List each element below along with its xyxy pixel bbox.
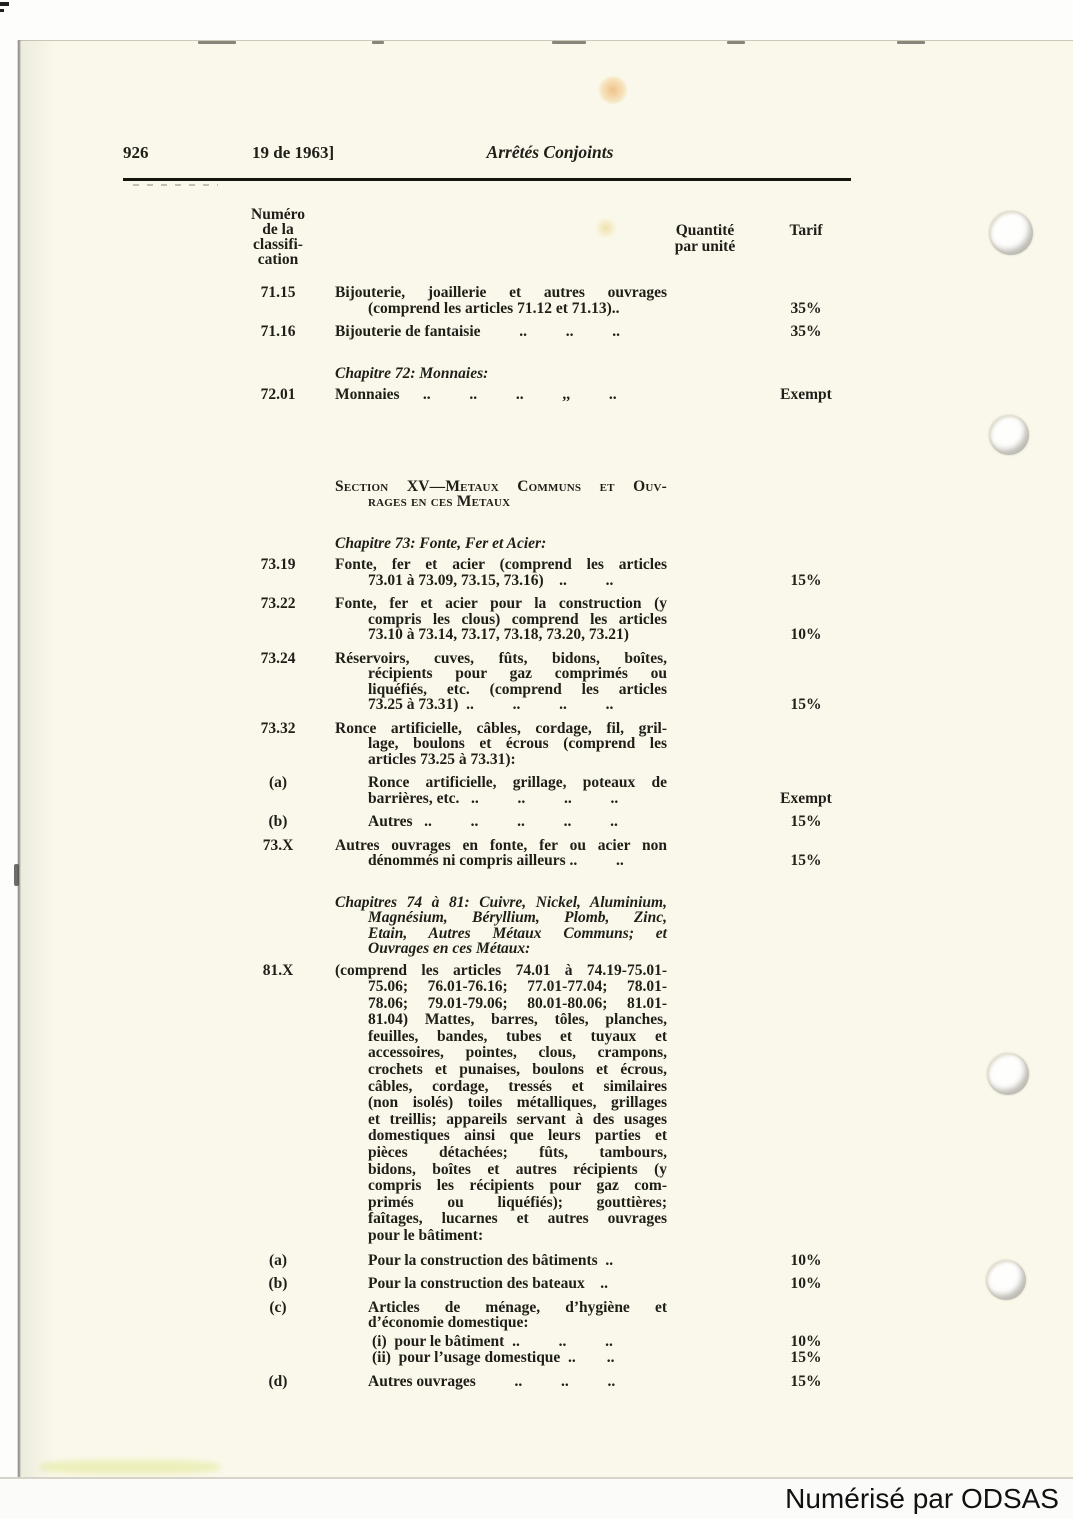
classification-number: 81.X: [262, 961, 294, 979]
classification-number: 73.32: [260, 719, 296, 737]
description-line: câbles, cordage, tressés et similaires: [368, 1077, 667, 1095]
description-line: Bijouterie de fantaisie .. .. ..: [335, 323, 621, 340]
scan-artifact: [0, 2, 9, 6]
description-line: barrières, etc. .. .. .. ..: [368, 789, 619, 807]
paper-stain: [40, 1460, 220, 1474]
description: [335, 895, 667, 957]
tariff-header: Tarif: [789, 222, 823, 239]
quantity-header: [630, 223, 780, 254]
tariff-value: 35%: [790, 323, 822, 340]
table-row: [238, 1374, 851, 1390]
description: [335, 324, 667, 340]
tariff-value: Exempt: [780, 789, 832, 807]
classification-header-line: classifi-: [253, 236, 303, 253]
description-line: faîtages, lucarnes et autres ouvrages: [368, 1210, 667, 1228]
description: [335, 814, 667, 830]
description: [335, 285, 667, 316]
tariff-value: 15%: [790, 813, 822, 830]
description: [335, 1300, 667, 1331]
description-line: 73.10 à 73.14, 73.17, 73.18, 73.20, 73.21): [368, 626, 629, 643]
description-line: 75.06; 76.01-76.16; 77.01-77.04; 78.01-: [368, 978, 667, 996]
table-row: [238, 387, 851, 403]
description: [335, 721, 667, 768]
description: [335, 1374, 667, 1390]
page-edge-soft-shadow: [21, 40, 55, 1477]
scan-artifact: [0, 9, 4, 12]
description-line: Ouvrages en ces Métaux:: [368, 940, 531, 957]
description-line: pièces détachées; fûts, tambours,: [368, 1144, 667, 1162]
page-number: 926: [123, 143, 149, 162]
description: [335, 775, 667, 806]
description-line: domestiques ainsi que leurs parties et: [368, 1127, 667, 1145]
description-line: (comprend les articles 74.01 à 74.19-75.01-: [335, 961, 667, 979]
description-line: articles 73.25 à 73.31):: [368, 750, 516, 768]
table-row: [238, 775, 851, 806]
tariff-value: 10%: [790, 626, 822, 643]
description-line: bidons, boîtes et autres récipients (y: [368, 1160, 667, 1178]
classification-number: 73.X: [262, 836, 294, 854]
description-line: compris les clous) comprend les articles: [368, 610, 667, 628]
table-row: [238, 1253, 851, 1269]
description-line: lage, boulons et écrous (comprend les: [368, 735, 667, 752]
description-line: Fonte, fer et acier (comprend les articles: [335, 556, 667, 573]
tariff-value: 15%: [790, 696, 822, 713]
table-row: [238, 366, 851, 382]
description-line: 78.06; 79.01-79.06; 80.01-80.06; 81.01-: [368, 994, 667, 1012]
scan-artifact: [897, 41, 925, 44]
classification-number: 71.16: [260, 323, 296, 340]
scan-artifact: [14, 864, 19, 886]
table-row: [238, 838, 851, 869]
table-row: [238, 895, 851, 957]
description-line: Réservoirs, cuves, fûts, bidons, boîtes,: [335, 649, 667, 667]
scan-artifact: [727, 41, 745, 44]
description-line: Articles de ménage, d’hygiène et: [368, 1298, 667, 1316]
description-line: crochets et punaises, boulons et écrous,: [368, 1061, 667, 1079]
punch-hole: [986, 1260, 1026, 1300]
description-line: rages en ces Metaux: [368, 493, 511, 510]
tariff-value: 10%: [790, 1275, 822, 1293]
classification-number: 72.01: [260, 386, 296, 403]
description-line: (ii) pour l’usage domestique .. ..: [372, 1349, 615, 1367]
description-line: et treillis; appareils servant à des usages: [368, 1110, 667, 1128]
table-row: [238, 1334, 851, 1350]
description-line: Autres .. .. .. .. ..: [368, 813, 618, 830]
table-row: [238, 285, 851, 316]
classification-number: (a): [268, 1251, 288, 1269]
description-line: Monnaies .. .. .. ,, ..: [335, 386, 617, 403]
description-line: (i) pour le bâtiment .. .. ..: [372, 1332, 613, 1350]
table-row: [238, 1350, 851, 1366]
scan-credit: Numérisé par ODSAS: [785, 1483, 1059, 1514]
scan-footer-strip: [0, 1477, 1073, 1519]
description: [335, 596, 667, 643]
document-page: [20, 40, 1073, 1477]
description-line: Fonte, fer et acier pour la construction (y: [335, 595, 667, 612]
tariff-value: 10%: [790, 1332, 822, 1350]
punch-hole: [989, 415, 1029, 455]
table-row: [238, 1276, 851, 1292]
classification-header-line: Numéro: [251, 206, 305, 223]
description-line: Chapitre 73: Fonte, Fer et Acier:: [335, 534, 547, 552]
table-row: [238, 557, 851, 588]
tariff-value: 15%: [790, 852, 822, 869]
description-line: dénommés ni compris ailleurs .. ..: [368, 852, 624, 869]
description: [335, 557, 667, 588]
description-line: Autres ouvrages .. .. ..: [368, 1372, 616, 1390]
description: [335, 1276, 667, 1292]
description-line: Chapitre 72: Monnaies:: [335, 364, 489, 382]
classification-number: 73.22: [260, 595, 296, 612]
rule-artifact: [133, 184, 218, 186]
page-title: Arrêtés Conjoints: [486, 142, 614, 162]
table-row: [238, 596, 851, 643]
description: [335, 1350, 667, 1366]
punch-hole: [987, 1053, 1029, 1095]
document-reference: 19 de 1963]: [252, 143, 335, 162]
tariff-value: 15%: [790, 1349, 822, 1367]
table-row: [238, 651, 851, 713]
table-row: [238, 324, 851, 340]
description: [335, 963, 667, 1245]
table-row: [238, 479, 851, 510]
description-line: Pour la construction des bateaux ..: [368, 1275, 608, 1293]
scan-artifact: [552, 41, 586, 44]
description-line: Ronce artificielle, câbles, cordage, fil, gril-: [335, 719, 667, 737]
description-line: Section XV—Metaux Communs et Ouv-: [335, 477, 667, 495]
description-line: 73.25 à 73.31) .. .. .. ..: [368, 696, 614, 713]
punch-hole: [989, 211, 1033, 255]
tariff-value: 15%: [790, 571, 822, 589]
description-line: (non isolés) toiles métalliques, grillages: [368, 1094, 667, 1112]
description: [335, 651, 667, 713]
classification-number: 73.19: [260, 556, 296, 573]
tariff-value: 10%: [790, 1251, 822, 1269]
classification-number: (d): [268, 1372, 288, 1390]
description-line: Etain, Autres Métaux Communs; et: [368, 924, 667, 942]
paper-stain: [598, 76, 628, 104]
classification-number: (c): [269, 1298, 287, 1316]
tariff-value: 35%: [790, 299, 822, 317]
classification-number: (b): [268, 1275, 288, 1293]
classification-number: 71.15: [260, 284, 296, 301]
table-row: [238, 1300, 851, 1331]
description: [335, 1253, 667, 1269]
description: [335, 838, 667, 869]
description: [335, 479, 667, 510]
description-line: pour le bâtiment:: [368, 1227, 484, 1244]
table-rows: [238, 285, 851, 1389]
description: [335, 366, 667, 382]
description-line: Bijouterie, joaillerie et autres ouvrages: [335, 284, 667, 301]
description-line: Ronce artificielle, grillage, poteaux de: [368, 774, 667, 791]
description: [335, 536, 667, 552]
paper-stain: [594, 218, 618, 238]
scan-artifact: [372, 41, 384, 44]
table-header: [238, 207, 851, 271]
header-rule: [123, 178, 851, 181]
description: [335, 387, 667, 403]
description-line: (comprend les articles 71.12 et 71.13)..: [368, 299, 620, 317]
classification-header-line: cation: [257, 251, 299, 268]
classification-number: (a): [268, 774, 288, 791]
description-line: d’économie domestique:: [368, 1314, 529, 1332]
description-line: liquéfiés, etc. (comprend les articles: [368, 680, 667, 698]
description-line: primés ou liquéfiés); gouttières;: [368, 1193, 667, 1211]
quantity-header-line: par unité: [674, 237, 736, 255]
classification-header-line: de la: [262, 221, 294, 238]
description-line: compris les récipients pour gaz com-: [368, 1177, 667, 1195]
tariff-value: Exempt: [780, 386, 832, 403]
quantity-header-line: Quantité: [675, 222, 735, 239]
description-line: Chapitres 74 à 81: Cuivre, Nickel, Aluminium,: [335, 893, 667, 911]
description-line: récipients pour gaz comprimés ou: [368, 665, 667, 682]
description-line: Autres ouvrages en fonte, fer ou acier non: [335, 836, 667, 854]
description-line: accessoires, pointes, clous, crampons,: [368, 1044, 667, 1062]
table-row: [238, 536, 851, 552]
table-row: [238, 963, 851, 1245]
description-line: 81.04) Mattes, barres, tôles, planches,: [368, 1011, 667, 1029]
description-line: Pour la construction des bâtiments ..: [368, 1251, 614, 1269]
description: [335, 1334, 667, 1350]
classification-number: 73.24: [260, 649, 296, 667]
tariff-table: [238, 207, 851, 1389]
classification-number: (b): [268, 813, 288, 830]
table-row: [238, 721, 851, 768]
description-line: Magnésium, Béryllium, Plomb, Zinc,: [368, 909, 667, 926]
tariff-value: 15%: [790, 1372, 822, 1390]
description-line: feuilles, bandes, tubes et tuyaux et: [368, 1027, 667, 1045]
classification-header: [238, 207, 318, 267]
scan-artifact: [198, 41, 236, 44]
table-row: [238, 814, 851, 830]
description-line: 73.01 à 73.09, 73.15, 73.16) .. ..: [368, 571, 614, 589]
